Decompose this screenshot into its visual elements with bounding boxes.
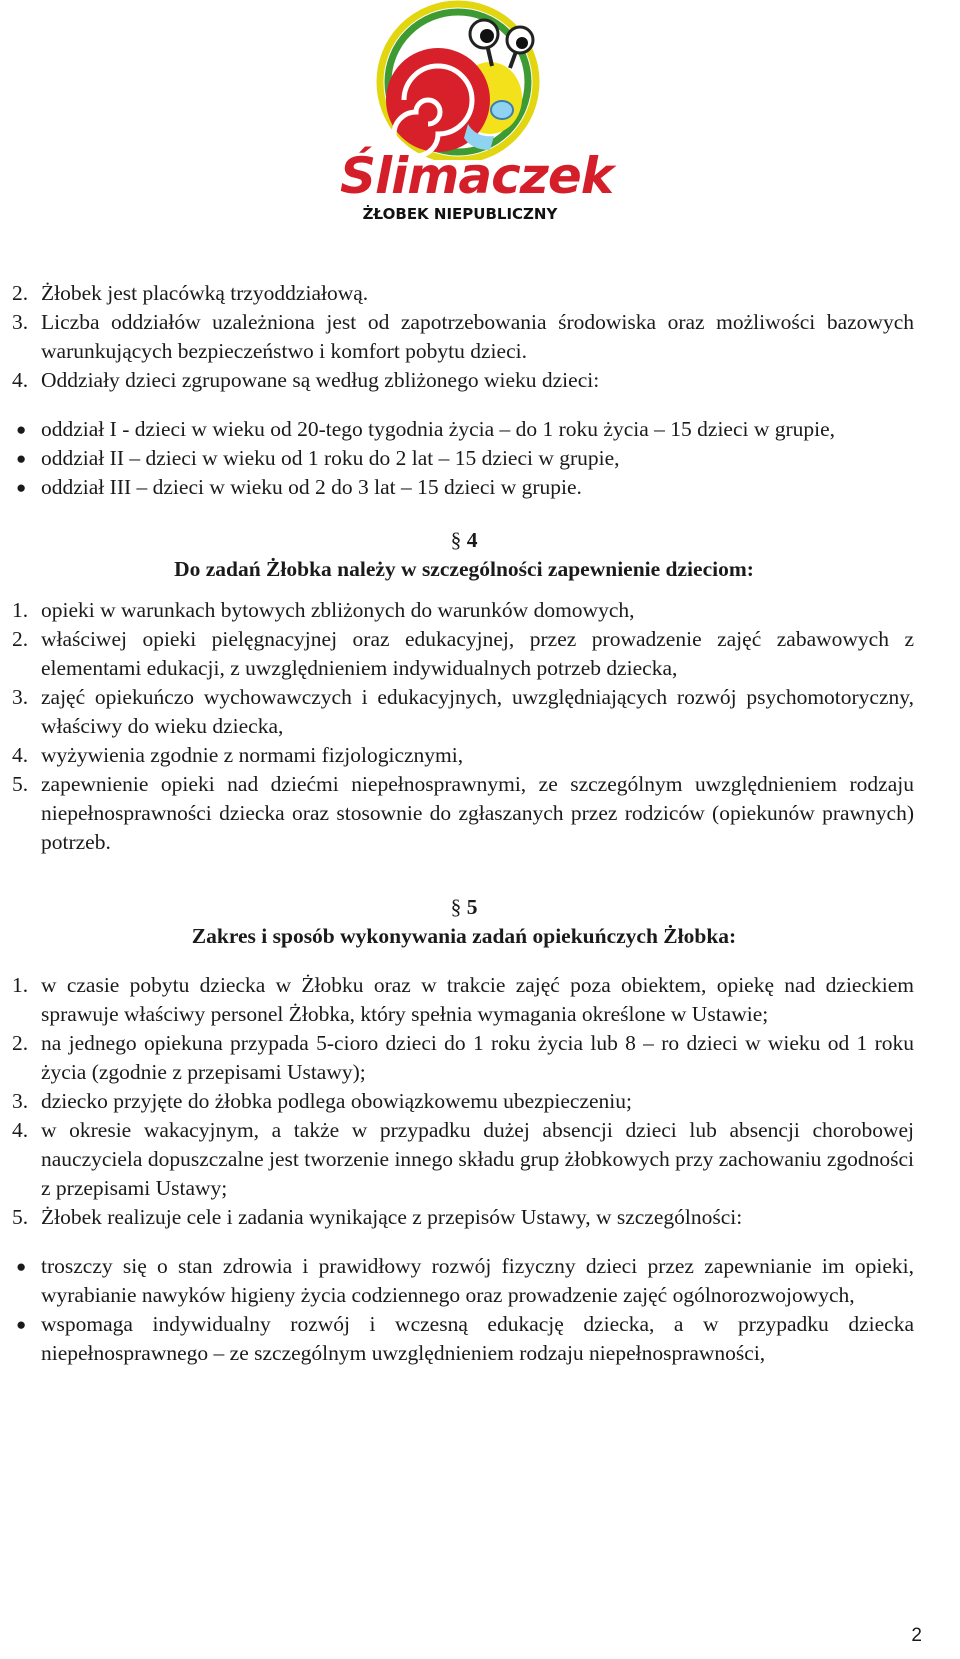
item-text: Liczba oddziałów uzależniona jest od zapotrzebowania środowiska oraz możliwości bazowych warunkujących bezpieczeństwo i komfort pobytu dzieci.: [41, 310, 914, 363]
item-number: 4.: [12, 368, 29, 392]
section-4-number: [14, 526, 914, 555]
bullet-icon: ●: [16, 449, 27, 468]
logo: [340, 0, 614, 232]
item-text: zajęć opiekuńczo wychowawczych i edukacyjnych, uwzględniających rozwój psychomotoryczny, właściwy do wieku dziecka,: [41, 685, 914, 738]
section-5-bullets: [14, 1252, 914, 1368]
item-text: opieki w warunkach bytowych zbliżonych do warunków domowych,: [41, 598, 635, 622]
paragraph-symbol: §: [450, 528, 462, 552]
bullet-icon: ●: [16, 478, 27, 497]
list-item: [14, 415, 914, 444]
list-item: [14, 444, 914, 473]
list-item: [14, 1087, 914, 1116]
brand-name: Ślimaczek: [340, 147, 614, 205]
list-item: [14, 596, 914, 625]
list-item: [14, 366, 914, 395]
item-text: wspomaga indywidualny rozwój i wczesną edukację dziecka, a w przypadku dziecka niepełnosprawnego – ze szczególnym uwzględnieniem rodzaju niepełnosprawności,: [41, 1312, 914, 1365]
bullet-icon: ●: [16, 420, 27, 439]
list-item: [14, 971, 914, 1029]
item-number: 2.: [12, 627, 29, 651]
brand-subtitle: ŻŁOBEK NIEPUBLICZNY: [362, 205, 558, 223]
list-item: [14, 1203, 914, 1232]
divisions-list: [14, 415, 914, 502]
item-text: Żłobek jest placówką trzyoddziałową.: [41, 281, 369, 305]
item-number: 3.: [12, 1089, 29, 1113]
item-text: w czasie pobytu dziecka w Żłobku oraz w trakcie zajęć poza obiektem, opiekę nad dzieckiem sprawuje właściwy personel Żłobka, który spełnia wymagania określone w Ustawie;: [41, 973, 914, 1026]
item-number: 2.: [12, 1031, 29, 1055]
list-item: [14, 1116, 914, 1203]
list-item: [14, 308, 914, 366]
page-number: 2: [911, 1625, 922, 1646]
item-number: 4.: [12, 1118, 29, 1142]
list-item: [14, 770, 914, 857]
section-5-title: Zakres i sposób wykonywania zadań opiekuńczych Żłobka:: [191, 924, 737, 948]
item-text: na jednego opiekuna przypada 5-cioro dzieci do 1 roku życia lub 8 – ro dzieci w wieku od 1 roku życia (zgodnie z przepisami Ustawy);: [41, 1031, 914, 1084]
item-text: Żłobek realizuje cele i zadania wynikające z przepisów Ustawy, w szczególności:: [41, 1205, 743, 1229]
item-text: oddział I - dzieci w wieku od 20-tego tygodnia życia – do 1 roku życia – 15 dzieci w grupie,: [41, 417, 836, 441]
item-text: dziecko przyjęte do żłobka podlega obowiązkowemu ubezpieczeniu;: [41, 1089, 633, 1113]
intro-list: [14, 279, 914, 395]
document-body: [14, 279, 914, 1368]
item-number: 3.: [12, 685, 29, 709]
item-text: właściwej opieki pielęgnacyjnej oraz edukacyjnej, przez prowadzenie zajęć zabawowych z elementami edukacji, z uwzględnieniem indywidualnych potrzeb dziecka,: [41, 627, 914, 680]
section-number: 4: [466, 528, 478, 552]
item-text: oddział II – dzieci w wieku od 1 roku do 2 lat – 15 dzieci w grupie,: [41, 446, 620, 470]
item-text: w okresie wakacyjnym, a także w przypadku dużej absencji dzieci lub absencji chorobowej nauczyciela dopuszczalne jest tworzenie innego składu grup żłobkowych przy zachowaniu zgodności z przepisami Ustawy;: [41, 1118, 914, 1200]
item-text: troszczy się o stan zdrowia i prawidłowy rozwój fizyczny dzieci przez zapewnianie im opieki, wyrabianie nawyków higieny życia codziennego oraz prowadzenie zajęć ogólnorozwojowych,: [41, 1254, 914, 1307]
section-4-title: Do zadań Żłobka należy w szczególności zapewnienie dzieciom:: [174, 557, 754, 581]
item-text: zapewnienie opieki nad dziećmi niepełnosprawnymi, ze szczególnym uwzględnieniem rodzaju niepełnosprawności dziecka oraz stosownie do zgłaszanych przez rodziców (opiekunów prawnych) potrzeb.: [41, 772, 914, 854]
list-item: [14, 1029, 914, 1087]
section-number: 5: [466, 895, 478, 919]
list-item: [14, 279, 914, 308]
section-5-list: [14, 971, 914, 1232]
list-item: [14, 1252, 914, 1310]
list-item: [14, 1310, 914, 1368]
item-number: 4.: [12, 743, 29, 767]
item-number: 2.: [12, 281, 29, 305]
section-5-number: [14, 893, 914, 922]
snail-mascot-icon: [340, 0, 580, 160]
bullet-icon: ●: [16, 1257, 27, 1276]
section-4-list: [14, 596, 914, 857]
paragraph-symbol: §: [450, 895, 462, 919]
bullet-icon: ●: [16, 1315, 27, 1334]
item-number: 5.: [12, 772, 29, 796]
item-number: 5.: [12, 1205, 29, 1229]
list-item: [14, 473, 914, 502]
item-text: Oddziały dzieci zgrupowane są według zbliżonego wieku dzieci:: [41, 368, 600, 392]
item-text: wyżywienia zgodnie z normami fizjologicznymi,: [41, 743, 464, 767]
item-number: 1.: [12, 973, 29, 997]
item-text: oddział III – dzieci w wieku od 2 do 3 lat – 15 dzieci w grupie.: [41, 475, 582, 499]
item-number: 3.: [12, 310, 29, 334]
list-item: [14, 625, 914, 683]
list-item: [14, 741, 914, 770]
list-item: [14, 683, 914, 741]
item-number: 1.: [12, 598, 29, 622]
